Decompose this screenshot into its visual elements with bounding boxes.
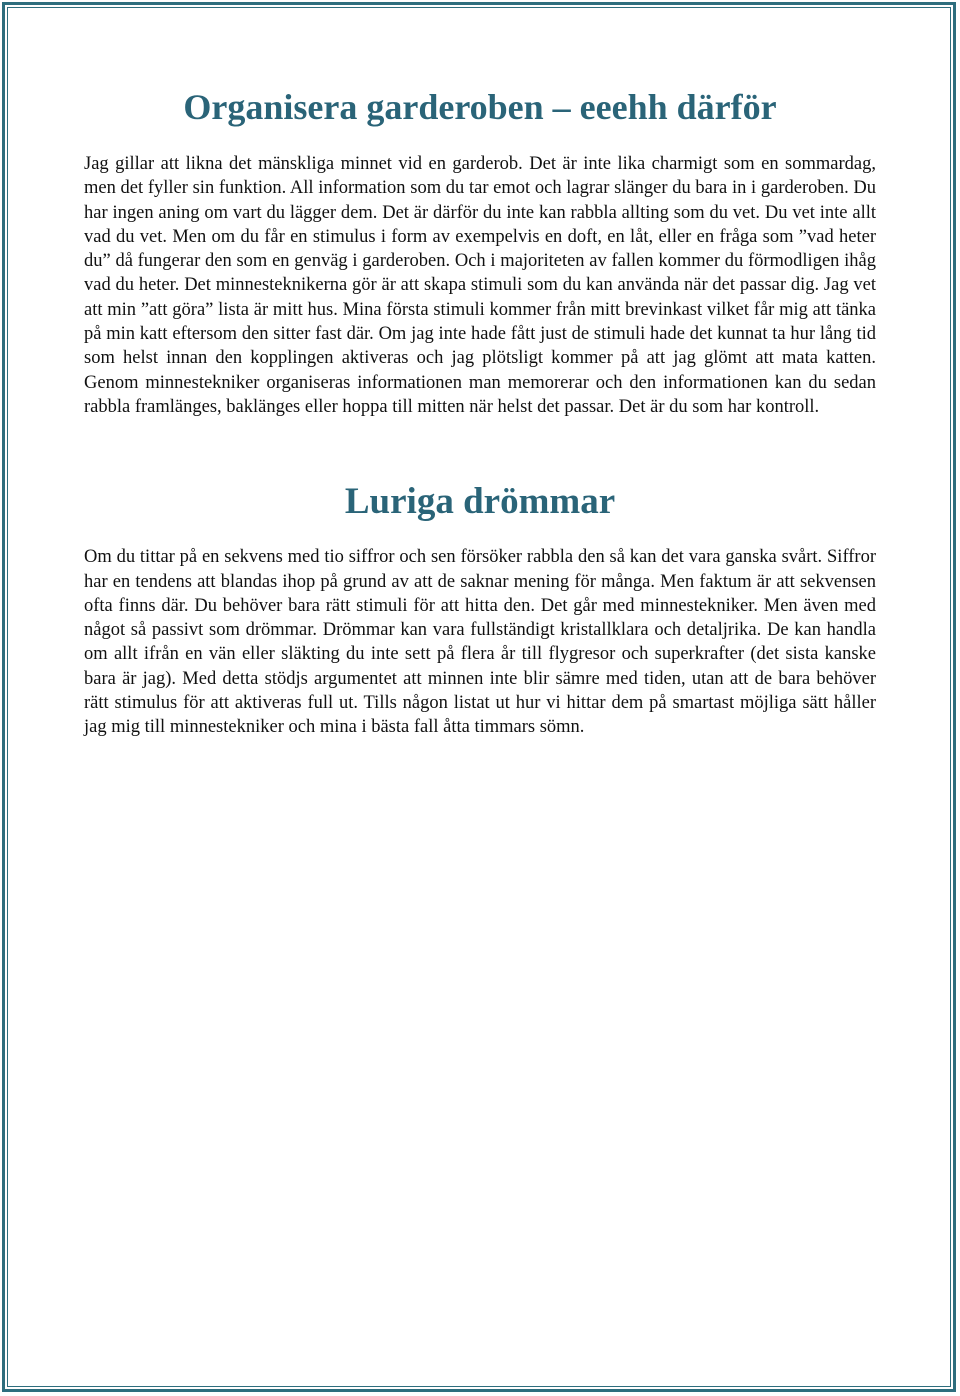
section-paragraph-organisera: Jag gillar att likna det mänskliga minnet vid en garderob. Det är inte lika charmigt som en sommardag, men det fyller sin funktion. All information som du tar emot och lagrar slänger du bara in i garderoben. Du har ingen aning om vart du lägger dem. Det är därför du inte kan rabbla allting som du vet. Du vet inte allt vad du vet. Men om du får en stimulus i form av exempelvis en doft, en låt, eller en fråga som ”vad heter du” då fungerar den som en genväg i garderoben. Och i majoriteten av fallen kommer du förmodligen ihåg vad du heter. Det minnesteknikerna gör är att skapa stimuli som du kan använda när det passar dig. Jag vet att min ”att göra” lista är mitt hus. Mina första stimuli kommer från mitt brevinkast vilket får mig att tänka på min katt eftersom den sitter fast där. Om jag inte hade fått just de stimuli hade det kunnat ta hur lång tid som helst innan den kopplingen aktiveras och jag plötsligt kommer på att jag glömt att mata katten. Genom minnestekniker organiseras informationen man memorerar och den informationen kan du sedan rabbla framlänges, baklänges eller hoppa till mitten när helst det passar. Det är du som har kontroll. xyxy=(84,154,876,417)
section-title-organisera: Organisera garderoben – eeehh därför xyxy=(183,87,777,127)
section-title-luriga: Luriga drömmar xyxy=(344,481,616,523)
document-body xyxy=(84,80,876,740)
section-paragraph-luriga: Om du tittar på en sekvens med tio siffror och sen försöker rabbla den så kan det vara ganska svårt. Siffror har en tendens att blandas ihop på grund av att de saknar mening för många. Men faktum är att sekvensen ofta finns där. Du behöver bara rätt stimuli för att hitta den. Det går med minnestekniker. Men även med något så passivt som drömmar. Drömmar kan vara fullständigt kristallklara och detaljrika. De kan handla om allt ifrån en vän eller släkting du inte sett på flera år till flygresor och superkrafter (det sista kanske bara är jag). Med detta stödjs argumentet att minnen inte blir sämre med tiden, utan att de bara behöver rätt stimulus för att aktiveras full ut. Tills någon listat ut hur vi hittar dem på smartast möjliga sätt håller jag mig till minnestekniker och mina i bästa fall åtta timmars sömn. xyxy=(84,547,876,738)
